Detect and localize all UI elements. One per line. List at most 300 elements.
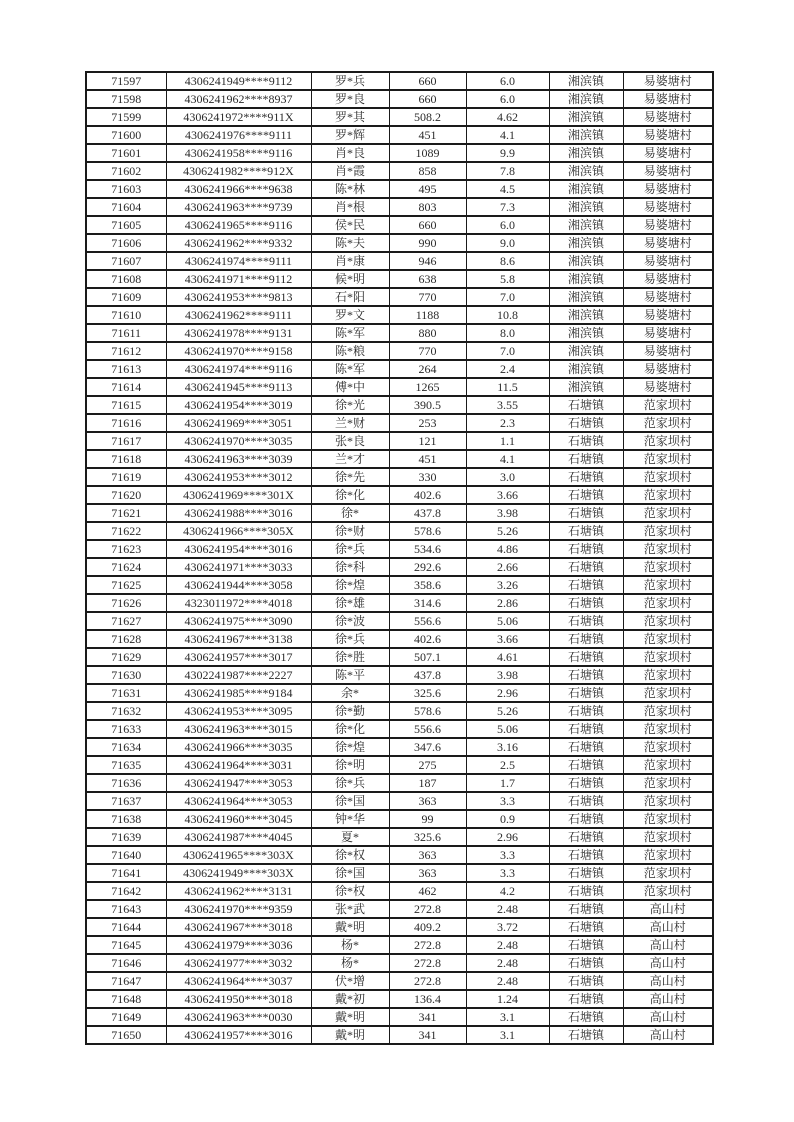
cell-amount: 507.1 bbox=[389, 648, 466, 666]
cell-amount: 990 bbox=[389, 234, 466, 252]
cell-id-card-masked: 4306241962****9332 bbox=[166, 234, 311, 252]
cell-amount: 451 bbox=[389, 450, 466, 468]
cell-quantity: 0.9 bbox=[466, 810, 549, 828]
cell-id-card-masked: 4306241962****9111 bbox=[166, 306, 311, 324]
cell-name-masked: 石*阳 bbox=[311, 288, 389, 306]
cell-village: 范家坝村 bbox=[623, 522, 713, 540]
cell-name-masked: 钟*华 bbox=[311, 810, 389, 828]
cell-village: 范家坝村 bbox=[623, 702, 713, 720]
cell-town: 石塘镇 bbox=[549, 918, 623, 936]
cell-id-card-masked: 4306241949****9112 bbox=[166, 72, 311, 90]
cell-id-card-masked: 4306241963****3039 bbox=[166, 450, 311, 468]
cell-quantity: 5.06 bbox=[466, 720, 549, 738]
cell-amount: 508.2 bbox=[389, 108, 466, 126]
cell-village: 易婆塘村 bbox=[623, 162, 713, 180]
table-row bbox=[86, 504, 713, 522]
cell-quantity: 2.66 bbox=[466, 558, 549, 576]
cell-village: 易婆塘村 bbox=[623, 360, 713, 378]
cell-town: 石塘镇 bbox=[549, 936, 623, 954]
cell-id-card-masked: 4306241966****305X bbox=[166, 522, 311, 540]
cell-village: 易婆塘村 bbox=[623, 180, 713, 198]
cell-quantity: 7.3 bbox=[466, 198, 549, 216]
cell-name-masked: 徐*波 bbox=[311, 612, 389, 630]
cell-name-masked: 徐*化 bbox=[311, 486, 389, 504]
cell-amount: 495 bbox=[389, 180, 466, 198]
table-row bbox=[86, 216, 713, 234]
cell-serial-number: 71618 bbox=[86, 450, 166, 468]
cell-quantity: 3.55 bbox=[466, 396, 549, 414]
cell-id-card-masked: 4306241960****3045 bbox=[166, 810, 311, 828]
table-row bbox=[86, 846, 713, 864]
cell-quantity: 4.1 bbox=[466, 126, 549, 144]
cell-quantity: 3.3 bbox=[466, 864, 549, 882]
cell-serial-number: 71648 bbox=[86, 990, 166, 1008]
cell-quantity: 1.7 bbox=[466, 774, 549, 792]
cell-serial-number: 71634 bbox=[86, 738, 166, 756]
cell-amount: 292.6 bbox=[389, 558, 466, 576]
cell-id-card-masked: 4306241944****3058 bbox=[166, 576, 311, 594]
cell-name-masked: 兰*才 bbox=[311, 450, 389, 468]
cell-village: 范家坝村 bbox=[623, 468, 713, 486]
cell-name-masked: 罗*辉 bbox=[311, 126, 389, 144]
cell-town: 湘滨镇 bbox=[549, 252, 623, 270]
cell-village: 高山村 bbox=[623, 918, 713, 936]
cell-quantity: 5.26 bbox=[466, 522, 549, 540]
cell-id-card-masked: 4306241969****301X bbox=[166, 486, 311, 504]
cell-amount: 272.8 bbox=[389, 972, 466, 990]
cell-town: 石塘镇 bbox=[549, 558, 623, 576]
table-row bbox=[86, 936, 713, 954]
cell-name-masked: 陈*平 bbox=[311, 666, 389, 684]
cell-town: 湘滨镇 bbox=[549, 144, 623, 162]
cell-name-masked: 徐*胜 bbox=[311, 648, 389, 666]
table-row bbox=[86, 306, 713, 324]
cell-village: 范家坝村 bbox=[623, 396, 713, 414]
cell-quantity: 3.3 bbox=[466, 792, 549, 810]
cell-name-masked: 肖*根 bbox=[311, 198, 389, 216]
cell-town: 湘滨镇 bbox=[549, 180, 623, 198]
cell-amount: 272.8 bbox=[389, 954, 466, 972]
cell-village: 范家坝村 bbox=[623, 738, 713, 756]
cell-quantity: 10.8 bbox=[466, 306, 549, 324]
cell-id-card-masked: 4306241985****9184 bbox=[166, 684, 311, 702]
cell-town: 石塘镇 bbox=[549, 468, 623, 486]
cell-amount: 462 bbox=[389, 882, 466, 900]
cell-amount: 136.4 bbox=[389, 990, 466, 1008]
cell-serial-number: 71617 bbox=[86, 432, 166, 450]
cell-quantity: 2.86 bbox=[466, 594, 549, 612]
cell-amount: 578.6 bbox=[389, 522, 466, 540]
cell-village: 范家坝村 bbox=[623, 504, 713, 522]
cell-name-masked: 徐*权 bbox=[311, 846, 389, 864]
table-row bbox=[86, 414, 713, 432]
table-row bbox=[86, 468, 713, 486]
cell-serial-number: 71647 bbox=[86, 972, 166, 990]
cell-town: 石塘镇 bbox=[549, 792, 623, 810]
table-row bbox=[86, 396, 713, 414]
cell-quantity: 5.06 bbox=[466, 612, 549, 630]
cell-town: 湘滨镇 bbox=[549, 162, 623, 180]
cell-serial-number: 71611 bbox=[86, 324, 166, 342]
cell-id-card-masked: 4306241971****9112 bbox=[166, 270, 311, 288]
cell-serial-number: 71649 bbox=[86, 1008, 166, 1026]
cell-amount: 402.6 bbox=[389, 630, 466, 648]
cell-amount: 358.6 bbox=[389, 576, 466, 594]
cell-village: 易婆塘村 bbox=[623, 90, 713, 108]
cell-town: 石塘镇 bbox=[549, 702, 623, 720]
cell-serial-number: 71636 bbox=[86, 774, 166, 792]
cell-town: 湘滨镇 bbox=[549, 234, 623, 252]
cell-serial-number: 71620 bbox=[86, 486, 166, 504]
cell-village: 易婆塘村 bbox=[623, 144, 713, 162]
cell-village: 高山村 bbox=[623, 1008, 713, 1026]
cell-serial-number: 71631 bbox=[86, 684, 166, 702]
cell-quantity: 3.72 bbox=[466, 918, 549, 936]
cell-name-masked: 徐*财 bbox=[311, 522, 389, 540]
cell-serial-number: 71630 bbox=[86, 666, 166, 684]
cell-serial-number: 71626 bbox=[86, 594, 166, 612]
cell-serial-number: 71619 bbox=[86, 468, 166, 486]
cell-id-card-masked: 4306241970****9158 bbox=[166, 342, 311, 360]
cell-town: 石塘镇 bbox=[549, 450, 623, 468]
cell-amount: 638 bbox=[389, 270, 466, 288]
cell-town: 石塘镇 bbox=[549, 576, 623, 594]
cell-town: 石塘镇 bbox=[549, 666, 623, 684]
cell-name-masked: 陈*军 bbox=[311, 324, 389, 342]
cell-id-card-masked: 4306241972****911X bbox=[166, 108, 311, 126]
cell-id-card-masked: 4306241963****3015 bbox=[166, 720, 311, 738]
cell-quantity: 3.1 bbox=[466, 1008, 549, 1026]
table-row bbox=[86, 108, 713, 126]
cell-name-masked: 陈*夫 bbox=[311, 234, 389, 252]
cell-village: 范家坝村 bbox=[623, 648, 713, 666]
table-row bbox=[86, 972, 713, 990]
table-row bbox=[86, 432, 713, 450]
cell-name-masked: 徐*国 bbox=[311, 864, 389, 882]
cell-town: 石塘镇 bbox=[549, 540, 623, 558]
cell-village: 易婆塘村 bbox=[623, 234, 713, 252]
cell-quantity: 4.1 bbox=[466, 450, 549, 468]
cell-id-card-masked: 4306241970****3035 bbox=[166, 432, 311, 450]
cell-quantity: 6.0 bbox=[466, 216, 549, 234]
cell-name-masked: 罗*其 bbox=[311, 108, 389, 126]
cell-quantity: 3.98 bbox=[466, 666, 549, 684]
cell-quantity: 2.96 bbox=[466, 684, 549, 702]
cell-amount: 409.2 bbox=[389, 918, 466, 936]
cell-town: 湘滨镇 bbox=[549, 378, 623, 396]
cell-village: 易婆塘村 bbox=[623, 108, 713, 126]
cell-village: 高山村 bbox=[623, 1026, 713, 1044]
cell-village: 范家坝村 bbox=[623, 864, 713, 882]
cell-serial-number: 71643 bbox=[86, 900, 166, 918]
cell-name-masked: 徐*明 bbox=[311, 756, 389, 774]
table-row bbox=[86, 828, 713, 846]
cell-amount: 437.8 bbox=[389, 504, 466, 522]
cell-serial-number: 71625 bbox=[86, 576, 166, 594]
cell-id-card-masked: 4306241962****3131 bbox=[166, 882, 311, 900]
cell-village: 范家坝村 bbox=[623, 576, 713, 594]
cell-village: 易婆塘村 bbox=[623, 198, 713, 216]
cell-amount: 330 bbox=[389, 468, 466, 486]
subsidy-table bbox=[85, 71, 714, 1045]
cell-amount: 946 bbox=[389, 252, 466, 270]
cell-town: 石塘镇 bbox=[549, 846, 623, 864]
cell-serial-number: 71613 bbox=[86, 360, 166, 378]
cell-serial-number: 71646 bbox=[86, 954, 166, 972]
cell-name-masked: 肖*良 bbox=[311, 144, 389, 162]
cell-town: 石塘镇 bbox=[549, 396, 623, 414]
cell-town: 湘滨镇 bbox=[549, 342, 623, 360]
cell-amount: 363 bbox=[389, 792, 466, 810]
cell-quantity: 3.26 bbox=[466, 576, 549, 594]
cell-id-card-masked: 4306241965****303X bbox=[166, 846, 311, 864]
cell-amount: 272.8 bbox=[389, 900, 466, 918]
cell-id-card-masked: 4306241963****9739 bbox=[166, 198, 311, 216]
cell-village: 范家坝村 bbox=[623, 792, 713, 810]
table-row bbox=[86, 540, 713, 558]
cell-id-card-masked: 4306241953****3012 bbox=[166, 468, 311, 486]
cell-amount: 341 bbox=[389, 1008, 466, 1026]
cell-town: 湘滨镇 bbox=[549, 72, 623, 90]
table-row bbox=[86, 252, 713, 270]
cell-quantity: 6.0 bbox=[466, 90, 549, 108]
cell-amount: 363 bbox=[389, 846, 466, 864]
cell-serial-number: 71602 bbox=[86, 162, 166, 180]
cell-amount: 770 bbox=[389, 342, 466, 360]
table-row bbox=[86, 378, 713, 396]
cell-town: 石塘镇 bbox=[549, 432, 623, 450]
cell-name-masked: 徐*科 bbox=[311, 558, 389, 576]
cell-name-masked: 陈*粮 bbox=[311, 342, 389, 360]
cell-village: 易婆塘村 bbox=[623, 126, 713, 144]
cell-id-card-masked: 4306241979****3036 bbox=[166, 936, 311, 954]
cell-amount: 253 bbox=[389, 414, 466, 432]
cell-serial-number: 71616 bbox=[86, 414, 166, 432]
cell-amount: 1188 bbox=[389, 306, 466, 324]
cell-id-card-masked: 4306241949****303X bbox=[166, 864, 311, 882]
cell-serial-number: 71597 bbox=[86, 72, 166, 90]
cell-village: 易婆塘村 bbox=[623, 342, 713, 360]
cell-name-masked: 陈*林 bbox=[311, 180, 389, 198]
cell-id-card-masked: 4306241977****3032 bbox=[166, 954, 311, 972]
cell-serial-number: 71606 bbox=[86, 234, 166, 252]
table-row bbox=[86, 720, 713, 738]
table-row bbox=[86, 558, 713, 576]
cell-name-masked: 罗*文 bbox=[311, 306, 389, 324]
cell-town: 湘滨镇 bbox=[549, 198, 623, 216]
cell-quantity: 9.9 bbox=[466, 144, 549, 162]
cell-name-masked: 戴*明 bbox=[311, 1026, 389, 1044]
cell-village: 范家坝村 bbox=[623, 558, 713, 576]
cell-name-masked: 徐*化 bbox=[311, 720, 389, 738]
cell-id-card-masked: 4306241954****3019 bbox=[166, 396, 311, 414]
cell-quantity: 8.6 bbox=[466, 252, 549, 270]
cell-name-masked: 徐*先 bbox=[311, 468, 389, 486]
cell-name-masked: 夏* bbox=[311, 828, 389, 846]
cell-town: 石塘镇 bbox=[549, 648, 623, 666]
cell-town: 湘滨镇 bbox=[549, 108, 623, 126]
cell-serial-number: 71623 bbox=[86, 540, 166, 558]
cell-serial-number: 71609 bbox=[86, 288, 166, 306]
table-row bbox=[86, 990, 713, 1008]
cell-id-card-masked: 4306241964****3053 bbox=[166, 792, 311, 810]
cell-quantity: 2.4 bbox=[466, 360, 549, 378]
cell-quantity: 2.48 bbox=[466, 954, 549, 972]
cell-town: 石塘镇 bbox=[549, 1008, 623, 1026]
cell-town: 石塘镇 bbox=[549, 522, 623, 540]
cell-amount: 556.6 bbox=[389, 612, 466, 630]
cell-serial-number: 71614 bbox=[86, 378, 166, 396]
table-row bbox=[86, 72, 713, 90]
table-row bbox=[86, 450, 713, 468]
cell-village: 范家坝村 bbox=[623, 684, 713, 702]
cell-serial-number: 71621 bbox=[86, 504, 166, 522]
cell-village: 易婆塘村 bbox=[623, 324, 713, 342]
table-row bbox=[86, 198, 713, 216]
cell-name-masked: 杨* bbox=[311, 954, 389, 972]
cell-town: 湘滨镇 bbox=[549, 360, 623, 378]
cell-name-masked: 徐*煌 bbox=[311, 576, 389, 594]
cell-id-card-masked: 4306241966****9638 bbox=[166, 180, 311, 198]
cell-amount: 272.8 bbox=[389, 936, 466, 954]
cell-village: 范家坝村 bbox=[623, 774, 713, 792]
cell-quantity: 8.0 bbox=[466, 324, 549, 342]
cell-id-card-masked: 4323011972****4018 bbox=[166, 594, 311, 612]
cell-village: 范家坝村 bbox=[623, 450, 713, 468]
cell-name-masked: 伏*增 bbox=[311, 972, 389, 990]
cell-village: 范家坝村 bbox=[623, 882, 713, 900]
cell-village: 范家坝村 bbox=[623, 612, 713, 630]
cell-village: 范家坝村 bbox=[623, 828, 713, 846]
cell-village: 范家坝村 bbox=[623, 540, 713, 558]
cell-name-masked: 陈*军 bbox=[311, 360, 389, 378]
cell-id-card-masked: 4306241964****3031 bbox=[166, 756, 311, 774]
cell-town: 石塘镇 bbox=[549, 630, 623, 648]
cell-town: 石塘镇 bbox=[549, 486, 623, 504]
cell-amount: 803 bbox=[389, 198, 466, 216]
cell-amount: 325.6 bbox=[389, 684, 466, 702]
cell-id-card-masked: 4306241957****3017 bbox=[166, 648, 311, 666]
cell-village: 范家坝村 bbox=[623, 810, 713, 828]
cell-town: 石塘镇 bbox=[549, 954, 623, 972]
cell-name-masked: 肖*康 bbox=[311, 252, 389, 270]
cell-serial-number: 71641 bbox=[86, 864, 166, 882]
cell-id-card-masked: 4306241964****3037 bbox=[166, 972, 311, 990]
cell-quantity: 3.66 bbox=[466, 630, 549, 648]
cell-serial-number: 71635 bbox=[86, 756, 166, 774]
cell-quantity: 3.1 bbox=[466, 1026, 549, 1044]
cell-town: 石塘镇 bbox=[549, 504, 623, 522]
cell-name-masked: 肖*霞 bbox=[311, 162, 389, 180]
cell-amount: 880 bbox=[389, 324, 466, 342]
cell-id-card-masked: 4306241953****3095 bbox=[166, 702, 311, 720]
cell-quantity: 2.48 bbox=[466, 972, 549, 990]
table-row bbox=[86, 522, 713, 540]
cell-serial-number: 71610 bbox=[86, 306, 166, 324]
cell-town: 石塘镇 bbox=[549, 900, 623, 918]
table-row bbox=[86, 900, 713, 918]
cell-id-card-masked: 4306241987****4045 bbox=[166, 828, 311, 846]
cell-name-masked: 傅*中 bbox=[311, 378, 389, 396]
cell-town: 石塘镇 bbox=[549, 990, 623, 1008]
cell-quantity: 2.48 bbox=[466, 900, 549, 918]
cell-quantity: 4.5 bbox=[466, 180, 549, 198]
cell-name-masked: 徐*权 bbox=[311, 882, 389, 900]
cell-village: 易婆塘村 bbox=[623, 72, 713, 90]
cell-town: 湘滨镇 bbox=[549, 270, 623, 288]
cell-name-masked: 兰*财 bbox=[311, 414, 389, 432]
cell-village: 范家坝村 bbox=[623, 666, 713, 684]
cell-serial-number: 71638 bbox=[86, 810, 166, 828]
cell-amount: 556.6 bbox=[389, 720, 466, 738]
cell-serial-number: 71650 bbox=[86, 1026, 166, 1044]
cell-town: 石塘镇 bbox=[549, 414, 623, 432]
cell-village: 高山村 bbox=[623, 900, 713, 918]
cell-serial-number: 71644 bbox=[86, 918, 166, 936]
cell-amount: 363 bbox=[389, 864, 466, 882]
table-row bbox=[86, 126, 713, 144]
cell-village: 易婆塘村 bbox=[623, 288, 713, 306]
cell-name-masked: 侯*民 bbox=[311, 216, 389, 234]
cell-quantity: 3.16 bbox=[466, 738, 549, 756]
cell-name-masked: 余* bbox=[311, 684, 389, 702]
table-row bbox=[86, 486, 713, 504]
cell-name-masked: 戴*明 bbox=[311, 918, 389, 936]
cell-quantity: 3.98 bbox=[466, 504, 549, 522]
cell-town: 湘滨镇 bbox=[549, 90, 623, 108]
cell-name-masked: 徐*光 bbox=[311, 396, 389, 414]
cell-amount: 325.6 bbox=[389, 828, 466, 846]
cell-town: 石塘镇 bbox=[549, 738, 623, 756]
cell-village: 高山村 bbox=[623, 990, 713, 1008]
cell-village: 易婆塘村 bbox=[623, 378, 713, 396]
cell-quantity: 3.66 bbox=[466, 486, 549, 504]
cell-id-card-masked: 4306241967****3138 bbox=[166, 630, 311, 648]
cell-village: 易婆塘村 bbox=[623, 252, 713, 270]
table-row bbox=[86, 342, 713, 360]
cell-quantity: 5.8 bbox=[466, 270, 549, 288]
cell-id-card-masked: 4306241962****8937 bbox=[166, 90, 311, 108]
cell-id-card-masked: 4306241978****9131 bbox=[166, 324, 311, 342]
cell-town: 石塘镇 bbox=[549, 612, 623, 630]
cell-town: 石塘镇 bbox=[549, 684, 623, 702]
cell-serial-number: 71637 bbox=[86, 792, 166, 810]
cell-id-card-masked: 4306241963****0030 bbox=[166, 1008, 311, 1026]
table-row bbox=[86, 792, 713, 810]
cell-quantity: 4.61 bbox=[466, 648, 549, 666]
cell-quantity: 11.5 bbox=[466, 378, 549, 396]
cell-quantity: 1.1 bbox=[466, 432, 549, 450]
table-row bbox=[86, 774, 713, 792]
table-row bbox=[86, 324, 713, 342]
cell-town: 石塘镇 bbox=[549, 594, 623, 612]
cell-id-card-masked: 4306241975****3090 bbox=[166, 612, 311, 630]
table-row bbox=[86, 630, 713, 648]
cell-name-masked: 徐*雄 bbox=[311, 594, 389, 612]
cell-amount: 121 bbox=[389, 432, 466, 450]
cell-quantity: 4.86 bbox=[466, 540, 549, 558]
cell-serial-number: 71645 bbox=[86, 936, 166, 954]
cell-name-masked: 徐* bbox=[311, 504, 389, 522]
cell-id-card-masked: 4302241987****2227 bbox=[166, 666, 311, 684]
cell-amount: 99 bbox=[389, 810, 466, 828]
cell-serial-number: 71622 bbox=[86, 522, 166, 540]
cell-id-card-masked: 4306241988****3016 bbox=[166, 504, 311, 522]
cell-village: 高山村 bbox=[623, 954, 713, 972]
cell-name-masked: 徐*兵 bbox=[311, 540, 389, 558]
cell-serial-number: 71640 bbox=[86, 846, 166, 864]
table-row bbox=[86, 882, 713, 900]
